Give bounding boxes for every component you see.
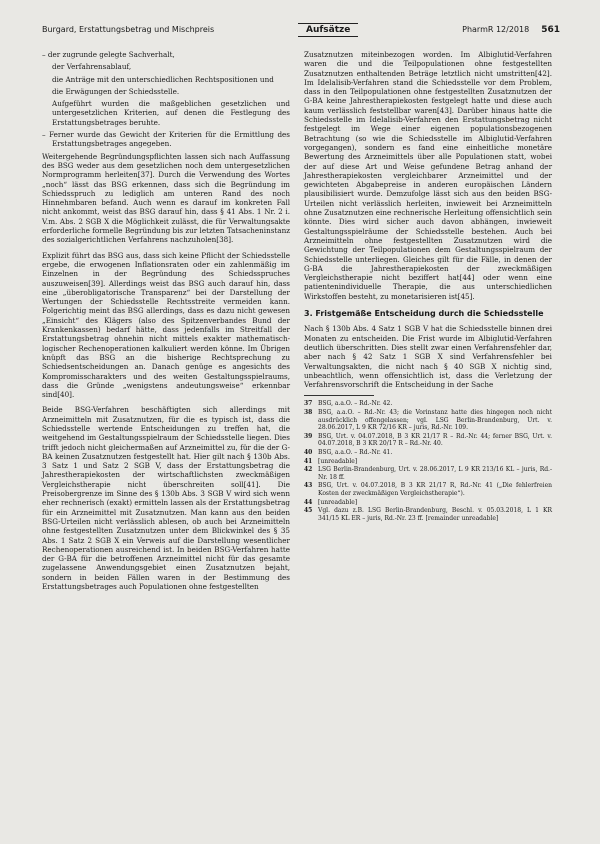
paragraph: Explizit führt das BSG aus, dass sich keine Pflicht der Schiedsstelle ergebe, die erwogenen Inflationsraten oder ein zahlenmäßig im Einzelnen in der Begründung des Schiedsspruches auszuweisen[39]. Allerdings weist das BSG auch darauf hin, dass eine „überobligatorische Transparenz“ bei der Darstellung der Wertungen der Schiedsstelle Rechtsstreite vermeiden kann. Folgerichtig meint das BSG allerdings, dass es dazu nicht gewesen „Einsicht“ des Klägers (also des Spitzenverbandes Bund der Krankenkassen) bedarf hätte, dass jedenfalls im Streitfall der Erstattungsbetrag ohnehin nicht mittels exakter mathematisch-logischer Rechenoperationen kalkuliert werden könne. Im Übrigen knüpft das BSG an die bisherige Rechtsprechung zu Schiedsentscheidungen an. Danach genüge es angesichts des Kompromisscharakters und des weiten Gestaltungsspielraums, dass die Gründe „wenigstens andeutungsweise“ erkennbar sind[40]. <box>42 250 290 400</box>
footnotes <box>304 400 552 522</box>
paragraph: Weitergehende Begründungspflichten lassen sich nach Auffassung des BSG weder aus dem gesetzlichen noch dem untergesetzlichen Normprogramm herleiten[37]. Durch die Verwendung des Wortes „noch“ lässt das BSG erkennen, dass sich die Begründung im Schiedsspruch zu lediglich am unteren Rand des noch Hinnehmbaren befand. Auch wenn es darauf im konkreten Fall nicht ankommt, weist das BSG darauf hin, dass § 41 Abs. 1 Nr. 2 i. V.m. Abs. 2 SGB X die Möglichkeit zulässt, die für Verwaltungsakte erforderliche formelle Begründung bis zur letzten Tatsacheninstanz des sozialgerichtlichen Verfahrens nachzuholen[38]. <box>42 151 290 245</box>
running-head-right <box>462 25 560 35</box>
list-item: der Verfahrensablauf, <box>52 62 132 72</box>
list-item: – Ferner wurde das Gewicht der Kriterien für die Ermittlung des Erstattungsbetrages angegeben. <box>42 130 290 149</box>
footnote-divider <box>304 395 374 396</box>
footnote: 45 Vgl. dazu z.B. LSG Berlin-Brandenburg, Beschl. v. 05.03.2018, L 1 KR 341/15 KL ER – juris, Rd.-Nr. 23 ff. [remainder unreadable] <box>304 507 552 522</box>
footnote: 38 BSG, a.a.O. – Rd.-Nr. 43; die Vorinstanz hatte dies hingegen noch nicht ausdrücklich offengelassen; vgl. LSG Berlin-Brandenburg, Urt. v. 28.06.2017, L 9 KR 72/16 KR – juris, Rd.-Nr. 109. <box>304 408 552 432</box>
running-head-left: Burgard, Erstattungsbetrag und Mischpreis <box>42 25 215 34</box>
paragraph: Zusatznutzen miteinbezogen worden. Im Albiglutid-Verfahren waren die und die Teilpopulationen ohne festgestellten Zusatznutzen enthaltenden Beträge letztlich nicht umstritten[42]. Im Idelalisib-Verfahren stand die Schiedsstelle vor dem Problem, dass in den Teilpopulationen ohne festgestellten Zusatznutzen der G-BA keine Jahrestherapiekosten festgelegt hatte und diese auch kaum verlässlich feststellbar waren[43]. Darüber hinaus hatte die Schiedsstelle im Idelalisib-Verfahren den Erstattungsbetrag nicht festgelegt im Wege einer eigenen populationsbezogenen Betrachtung (so wie die Schiedsstelle im Albiglutid-Verfahren vorgegangen), sondern es fand eine einheitliche monetäre Bewertung des Arzneimittels über alle Populationen statt, wobei der auf diese Art und Weise gefundene Betrag anhand der Jahrestherapiekosten vergleichbarer Arzneimittel und der gewichteten Abgabepreise in anderen europäischen Ländern plausibilisiert wurde. Demzufolge lässt sich aus den beiden BSG-Urteilen nicht verlässlich herleiten, inwieweit bei Arzneimitteln ohne Zusatznutzen eine rechnerische Herleitung offensichtlich sein könnte. Dies wird sicher auch davon abhängen, inwieweit Gestaltungsspielräume der Schiedsstelle bestehen. Auch bei Arzneimitteln ohne festgestellten Zusatznutzen wird die Gewichtung der Teilpopulationen dem Gestaltungsspielraum der Schiedsstelle unterliegen. Gleiches gilt für die Fälle, in denen der G-BA die Jahrestherapiekosten der zweckmäßigen Vergleichstherapie nicht beziffert hat[44] oder wenn eine patientenindividuelle Therapie, die aus unterschiedlichen Wirkstoffen besteht, zu monetarisieren ist[45]. <box>304 50 552 301</box>
footnote: 43 BSG, Urt. v. 04.07.2018, B 3 KR 21/17 R, Rd.-Nr. 41 („Die fehlerfreien Kosten der zweckmäßigen Vergleichstherapie“). <box>304 482 552 497</box>
paragraph: Beide BSG-Verfahren beschäftigten sich allerdings mit Arzneimitteln mit Zusatznutzen, für die es typisch ist, dass die Schiedsstelle wertende Entscheidungen zu treffen hat, die weitgehend im Gestaltungsspielraum der Schiedsstelle liegen. Dies trifft jedoch nicht gleichermaßen auf Arzneimittel zu, für die der G-BA keinen Zusatznutzen festgestellt hat. Hier gilt nach § 130b Abs. 3 Satz 1 und Satz 2 SGB V, dass der Erstattungsbetrag die Jahrestherapiekosten der wirtschaftlichsten zweckmäßigen Vergleichstherapie nicht überschreiten soll[41]. Die Preisobergrenze im Sinne des § 130b Abs. 3 SGB V wird sich wenn eher rechnerisch (exakt) ermitteln lassen als der Erstattungsbetrag für ein Arzneimittel mit Zusatznutzen. Man kann aus den beiden BSG-Urteilen nicht verlässlich ablesen, ob auch bei Arzneimitteln ohne festgestellten Zusatznutzen unter dem Blickwinkel des § 35 Abs. 1 Satz 2 SGB X ein Verweis auf die Darstellung wesentlicher Rechenoperationen ausreichend ist. In beiden BSG-Verfahren hatte der G-BA für die betroffenen Arzneimittel nicht für das gesamte zugelassene Anwendungsgebiet einen Zusatznutzen bejaht, sondern in beiden Fällen waren in der Bestimmung des Erstattungsbetrages auch Populationen ohne festgestellten <box>42 405 290 592</box>
paragraph: Nach § 130b Abs. 4 Satz 1 SGB V hat die Schiedsstelle binnen drei Monaten zu entscheiden. Die Frist wurde im Albiglutid-Verfahren deutlich überschritten. Dies stellt zwar einen Verfahrensfehler dar, aber nach § 42 Satz 1 SGB X sind Verfahrensfehler bei Verwaltungsakten, die nicht nach § 40 SGB X nichtig sind, unbeachtlich, wenn offensichtlich ist, dass die Verletzung der Verfahrensvorschrift die Entscheidung in der Sache <box>304 324 552 390</box>
footnote: 40 BSG, a.a.O. – Rd.-Nr. 41. <box>304 448 393 456</box>
footnote: 44 [unreadable] <box>304 498 358 506</box>
left-column <box>42 50 290 597</box>
list-item: Aufgeführt wurden die maßgeblichen gesetzlichen und untergesetzlichen Kriterien, auf denen die Festlegung des Erstattungsbetrages beruhte. <box>52 99 290 127</box>
list-item: die Erwägungen der Schiedsstelle. <box>52 86 180 96</box>
right-column <box>304 50 552 523</box>
section-heading: 3. Fristgemäße Entscheidung durch die Schiedsstelle <box>304 309 544 319</box>
section-label: Aufsätze <box>298 23 358 37</box>
list-item: die Anträge mit den unterschiedlichen Rechtspositionen und <box>52 74 274 84</box>
page-header <box>42 22 560 38</box>
footnote: 41 [unreadable] <box>304 457 358 465</box>
page-number: 561 <box>541 25 560 35</box>
list-item: – der zugrunde gelegte Sachverhalt, <box>42 50 175 59</box>
footnote: 42 LSG Berlin-Brandenburg, Urt. v. 28.06.2017, L 9 KR 213/16 KL – juris, Rd.-Nr. 18 ff. <box>304 466 552 481</box>
footnote: 37 BSG, a.a.O. – Rd.-Nr. 42. <box>304 400 393 408</box>
footnote: 39 BSG, Urt. v. 04.07.2018, B 3 KR 21/17 R – Rd.-Nr. 44; ferner BSG, Urt. v. 04.07.2018, B 3 KR 20/17 R – Rd.-Nr. 40. <box>304 432 552 448</box>
journal-issue: PharmR 12/2018 <box>462 25 530 34</box>
